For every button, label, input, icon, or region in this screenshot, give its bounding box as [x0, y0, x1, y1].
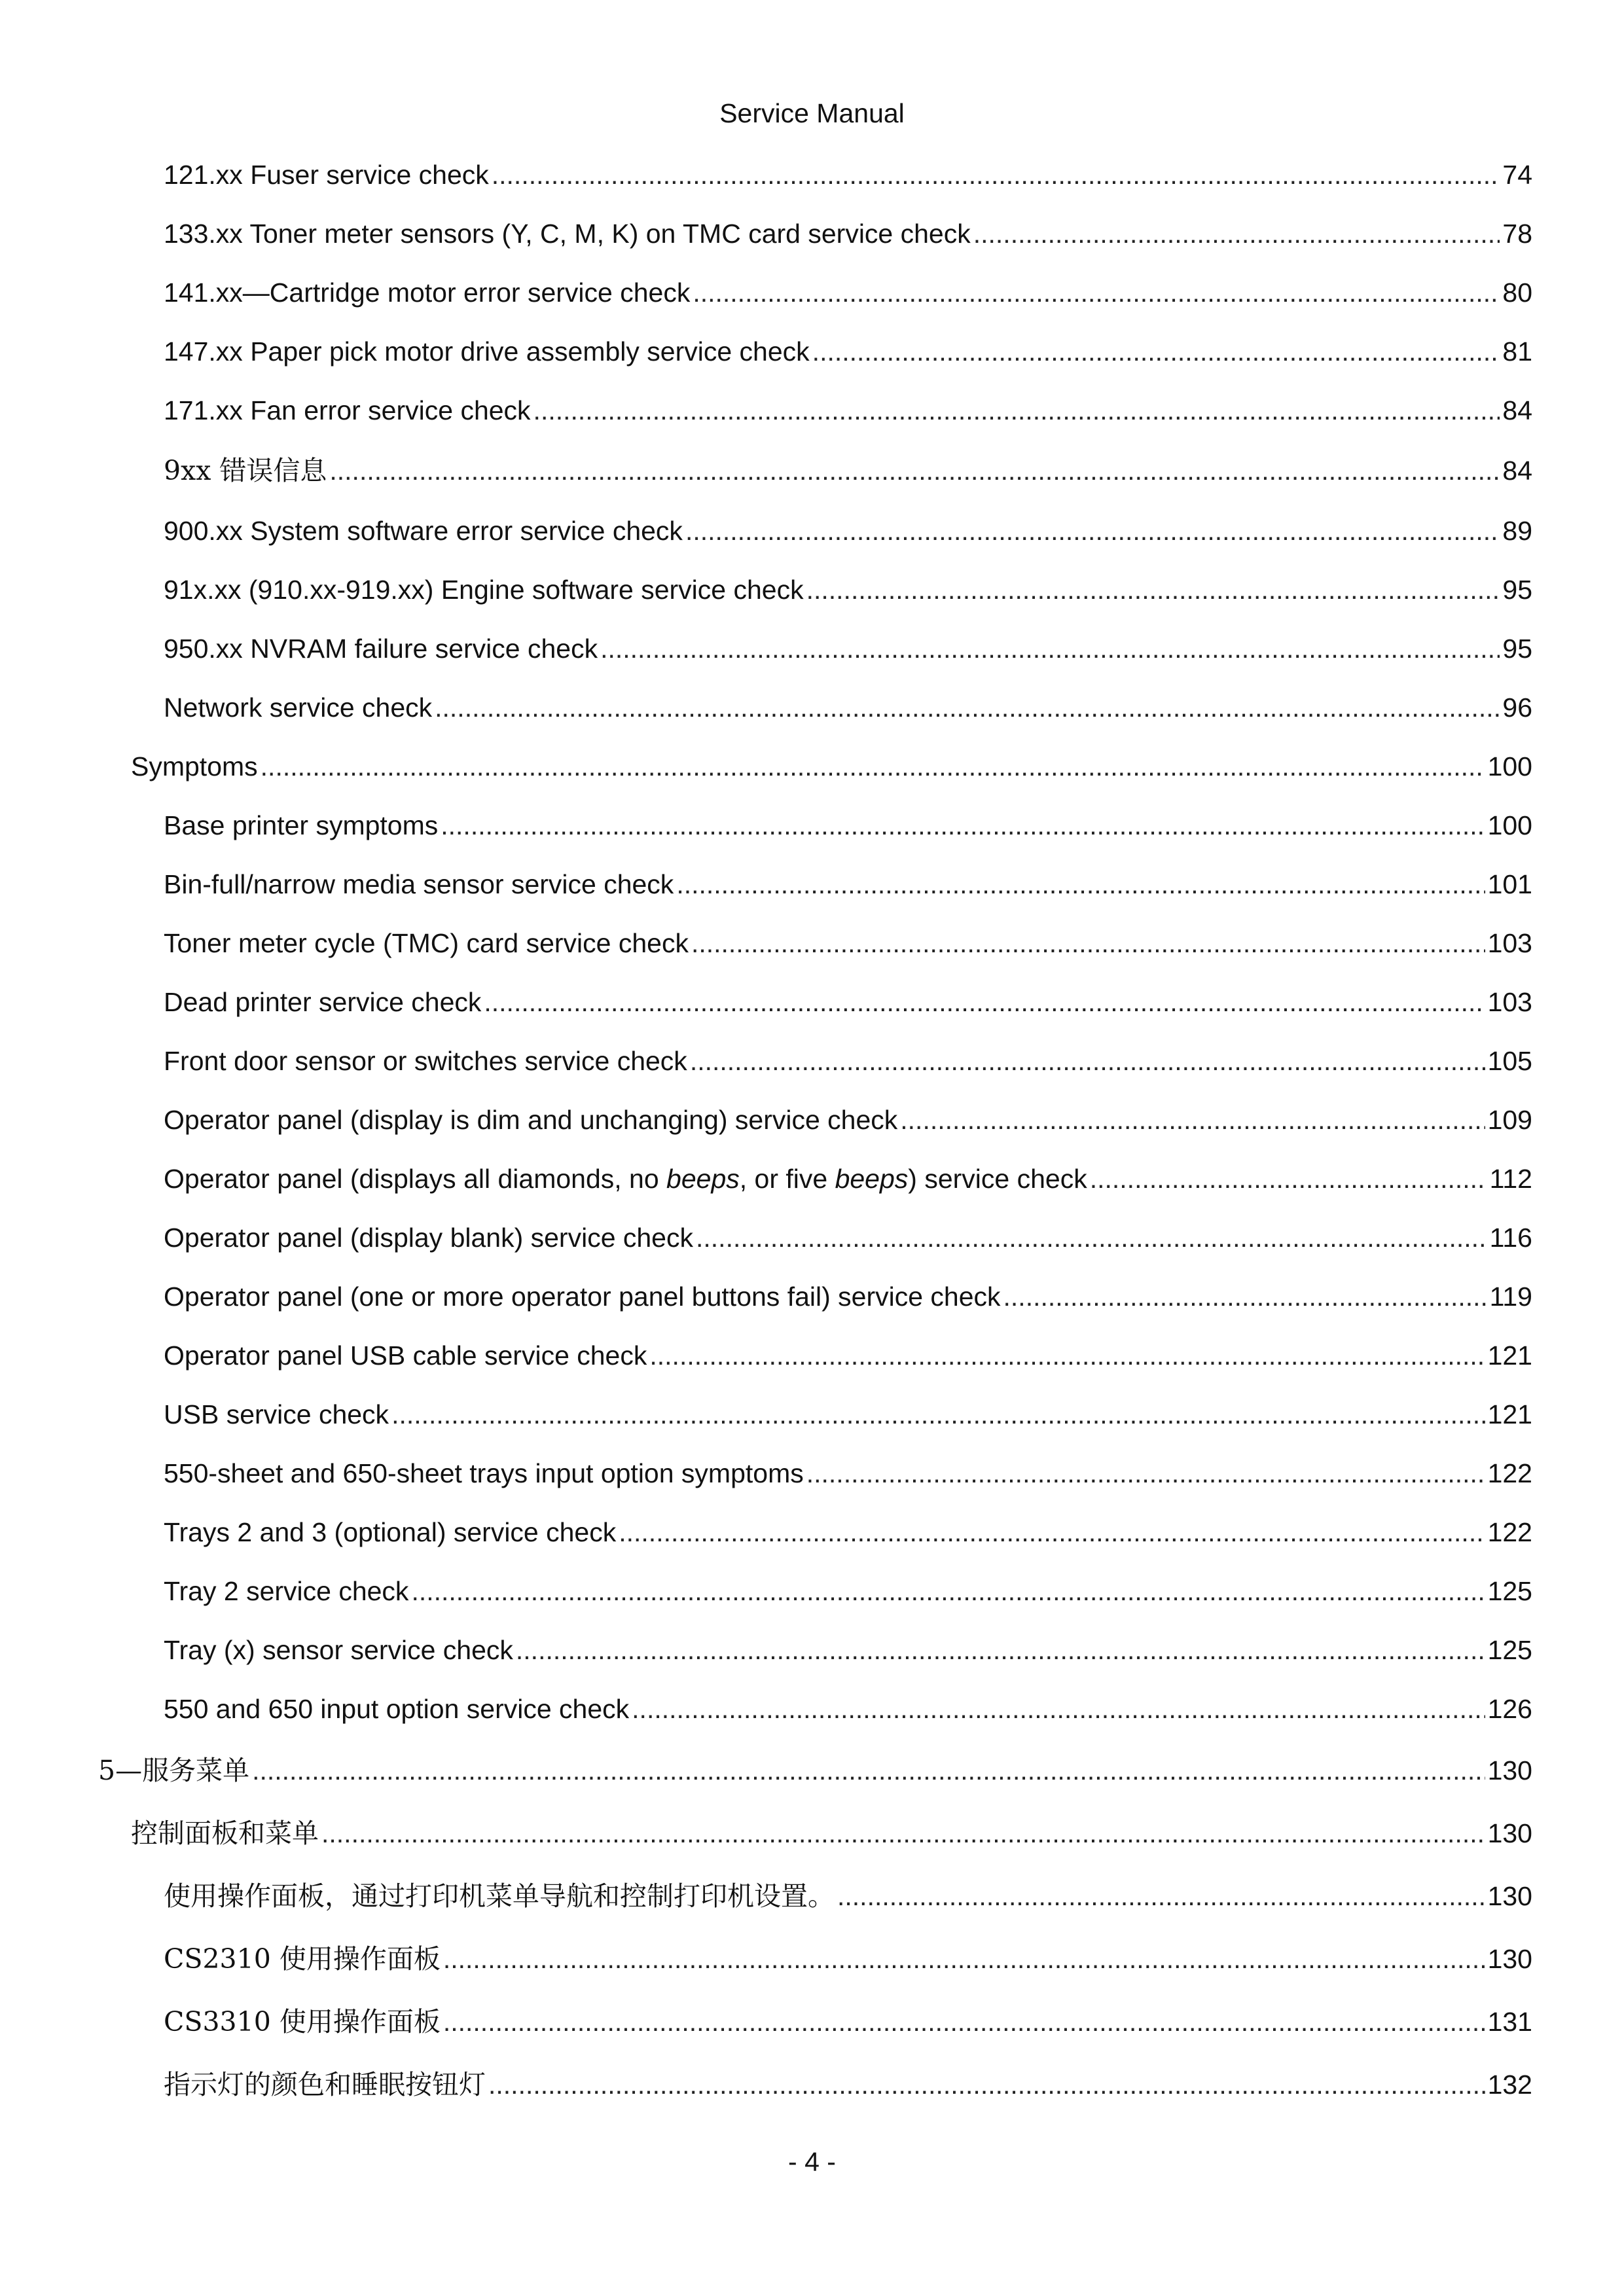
toc-entry-page: 100 — [1487, 751, 1532, 781]
toc-entry-page: 101 — [1487, 869, 1532, 899]
toc-entry-page: 81 — [1502, 336, 1532, 367]
page-footer — [0, 2145, 1624, 2178]
toc-leader-dots — [435, 691, 1500, 724]
toc-entry[interactable] — [164, 454, 1532, 487]
toc-entry-title: 控制面板和菜单 — [131, 1818, 319, 1849]
toc-entry[interactable] — [164, 691, 1532, 724]
toc-entry[interactable] — [164, 1398, 1532, 1431]
header-title: Service Manual — [719, 98, 905, 128]
toc-leader-dots — [1090, 1162, 1487, 1195]
toc-entry-title: 900.xx System software error service check — [164, 516, 683, 546]
toc-leader-dots — [321, 1817, 1485, 1850]
toc-entry-page: 116 — [1489, 1223, 1532, 1253]
toc-entry-title: Toner meter cycle (TMC) card service check — [164, 928, 689, 958]
toc-entry-page: 100 — [1487, 810, 1532, 840]
toc-entry-page: 109 — [1487, 1105, 1532, 1135]
toc-entry[interactable] — [164, 514, 1532, 547]
toc-leader-dots — [441, 809, 1485, 842]
toc-leader-dots — [411, 1575, 1485, 1607]
toc-leader-dots — [619, 1516, 1485, 1549]
toc-entry-page: 130 — [1487, 1881, 1532, 1911]
toc-entry-title: 133.xx Toner meter sensors (Y, C, M, K) on TMC card service check — [164, 219, 971, 249]
toc-leader-dots — [685, 514, 1500, 547]
toc-entry-title: 141.xx—Cartridge motor error service check — [164, 278, 691, 308]
toc-leader-dots — [488, 2068, 1485, 2101]
toc-leader-dots — [329, 454, 1500, 487]
toc-entry-title: CS2310 使用操作面板 — [164, 1943, 441, 1975]
toc-entry-title: Base printer symptoms — [164, 810, 439, 840]
toc-entry-page: 80 — [1502, 278, 1532, 308]
toc-entry[interactable] — [164, 1162, 1532, 1195]
toc-entry[interactable] — [131, 1817, 1532, 1850]
page-number: - 4 - — [788, 2147, 836, 2177]
toc-entry-page: 121 — [1487, 1399, 1532, 1429]
toc-leader-dots — [484, 986, 1485, 1018]
toc-entry-page: 96 — [1502, 692, 1532, 723]
toc-entry[interactable] — [164, 868, 1532, 901]
toc-entry-title: 550 and 650 input option service check — [164, 1694, 630, 1724]
toc-entry-page: 105 — [1487, 1046, 1532, 1076]
toc-leader-dots — [649, 1339, 1485, 1372]
toc-entry[interactable] — [164, 1880, 1532, 1912]
toc-leader-dots — [492, 158, 1500, 191]
toc-entry[interactable] — [164, 1103, 1532, 1136]
toc-entry-title: CS3310 使用操作面板 — [164, 2006, 441, 2037]
toc-entry-page: 126 — [1487, 1694, 1532, 1724]
toc-entry-page: 130 — [1487, 1755, 1532, 1785]
toc-entry[interactable] — [164, 158, 1532, 191]
toc-entry-title: Operator panel (one or more operator panel buttons fail) service check — [164, 1282, 1001, 1312]
toc-entry-page: 103 — [1487, 987, 1532, 1017]
toc-entry[interactable] — [164, 1634, 1532, 1666]
toc-entry-page: 78 — [1502, 219, 1532, 249]
toc-leader-dots — [973, 217, 1500, 250]
toc-leader-dots — [1003, 1280, 1487, 1313]
toc-entry-page: 84 — [1502, 456, 1532, 486]
toc-entry-title: Operator panel (display is dim and unchanging) service check — [164, 1105, 898, 1135]
toc-entry[interactable] — [164, 986, 1532, 1018]
toc-entry-title: Symptoms — [131, 751, 258, 781]
toc-leader-dots — [691, 927, 1485, 960]
toc-entry-title: USB service check — [164, 1399, 389, 1429]
toc-entry-title: Tray 2 service check — [164, 1576, 409, 1606]
toc-leader-dots — [443, 2005, 1485, 2038]
toc-entry-title: 指示灯的颜色和睡眠按钮灯 — [164, 2069, 486, 2100]
toc-entry[interactable] — [164, 276, 1532, 309]
toc-entry[interactable] — [164, 809, 1532, 842]
toc-entry[interactable] — [98, 1754, 1532, 1787]
toc-entry[interactable] — [164, 927, 1532, 960]
toc-entry-page: 89 — [1502, 516, 1532, 546]
toc-entry[interactable] — [164, 217, 1532, 250]
toc-entry-page: 131 — [1487, 2007, 1532, 2037]
toc-entry-page: 122 — [1487, 1517, 1532, 1547]
toc-entry-title: 5—服务菜单 — [98, 1755, 250, 1786]
toc-entry-title: Trays 2 and 3 (optional) service check — [164, 1517, 617, 1547]
toc-entry[interactable] — [164, 1516, 1532, 1549]
toc-entry-title: 91x.xx (910.xx-919.xx) Engine software service check — [164, 575, 804, 605]
toc-entry-title: Network service check — [164, 692, 433, 723]
toc-entry[interactable] — [164, 1280, 1532, 1313]
toc-entry[interactable] — [164, 1339, 1532, 1372]
toc-entry[interactable] — [164, 1045, 1532, 1077]
toc-leader-dots — [812, 335, 1500, 368]
toc-entry-page: 122 — [1487, 1458, 1532, 1488]
toc-leader-dots — [900, 1103, 1485, 1136]
toc-leader-dots — [696, 1221, 1487, 1254]
toc-leader-dots — [690, 1045, 1485, 1077]
toc-entry[interactable] — [164, 1457, 1532, 1490]
toc-leader-dots — [632, 1693, 1485, 1725]
toc-entry-title: 121.xx Fuser service check — [164, 160, 489, 190]
toc-entry[interactable] — [164, 335, 1532, 368]
toc-entry-page: 95 — [1502, 575, 1532, 605]
toc-entry-title: Tray (x) sensor service check — [164, 1635, 513, 1665]
toc-entry[interactable] — [164, 573, 1532, 606]
toc-leader-dots — [516, 1634, 1485, 1666]
toc-leader-dots — [533, 394, 1500, 427]
toc-entry-page: 103 — [1487, 928, 1532, 958]
toc-entry-title: 171.xx Fan error service check — [164, 395, 531, 425]
toc-entry-title: Front door sensor or switches service check — [164, 1046, 687, 1076]
toc-entry-page: 121 — [1487, 1340, 1532, 1371]
toc-entry-title: Bin-full/narrow media sensor service check — [164, 869, 674, 899]
toc-leader-dots — [443, 1943, 1485, 1975]
toc-entry-page: 130 — [1487, 1818, 1532, 1848]
toc-entry-page: 112 — [1489, 1164, 1532, 1194]
toc-entry-title: 147.xx Paper pick motor drive assembly service check — [164, 336, 810, 367]
toc-leader-dots — [391, 1398, 1485, 1431]
toc-leader-dots — [806, 573, 1500, 606]
toc-entry[interactable] — [164, 2068, 1532, 2101]
toc-entry-title: Operator panel (display blank) service check — [164, 1223, 693, 1253]
toc-leader-dots — [600, 632, 1500, 665]
toc-entry-title: Operator panel (displays all diamonds, no beeps, or five beeps) service check — [164, 1164, 1087, 1194]
toc-entry-page: 74 — [1502, 160, 1532, 190]
toc-entry-title: 950.xx NVRAM failure service check — [164, 634, 598, 664]
toc-entry-title: 550-sheet and 650-sheet trays input option symptoms — [164, 1458, 804, 1488]
toc-entry[interactable] — [164, 394, 1532, 427]
toc-leader-dots — [806, 1457, 1485, 1490]
toc-entry-title: 使用操作面板，通过打印机菜单导航和控制打印机设置。 — [164, 1880, 835, 1912]
toc-entry-page: 84 — [1502, 395, 1532, 425]
toc-leader-dots — [837, 1880, 1485, 1912]
toc-entry-page: 125 — [1487, 1635, 1532, 1665]
toc-entry[interactable] — [164, 632, 1532, 665]
toc-entry[interactable] — [164, 1693, 1532, 1725]
toc-leader-dots — [261, 750, 1485, 783]
toc-leader-dots — [252, 1754, 1485, 1787]
toc-entry-title: Dead printer service check — [164, 987, 482, 1017]
toc-entry-page: 125 — [1487, 1576, 1532, 1606]
toc-entry-page: 132 — [1487, 2070, 1532, 2100]
toc-entry[interactable] — [164, 1575, 1532, 1607]
toc-leader-dots — [693, 276, 1500, 309]
toc-entry[interactable] — [164, 1943, 1532, 1975]
toc-entry-page: 95 — [1502, 634, 1532, 664]
toc-entry-page: 119 — [1489, 1282, 1532, 1312]
toc-entry[interactable] — [131, 750, 1532, 783]
toc-entry-page: 130 — [1487, 1944, 1532, 1974]
toc-entry-title: 9xx 错误信息 — [164, 455, 327, 486]
toc-entry-title: Operator panel USB cable service check — [164, 1340, 647, 1371]
toc-entry[interactable] — [164, 2005, 1532, 2038]
toc-entry[interactable] — [164, 1221, 1532, 1254]
toc-leader-dots — [676, 868, 1485, 901]
